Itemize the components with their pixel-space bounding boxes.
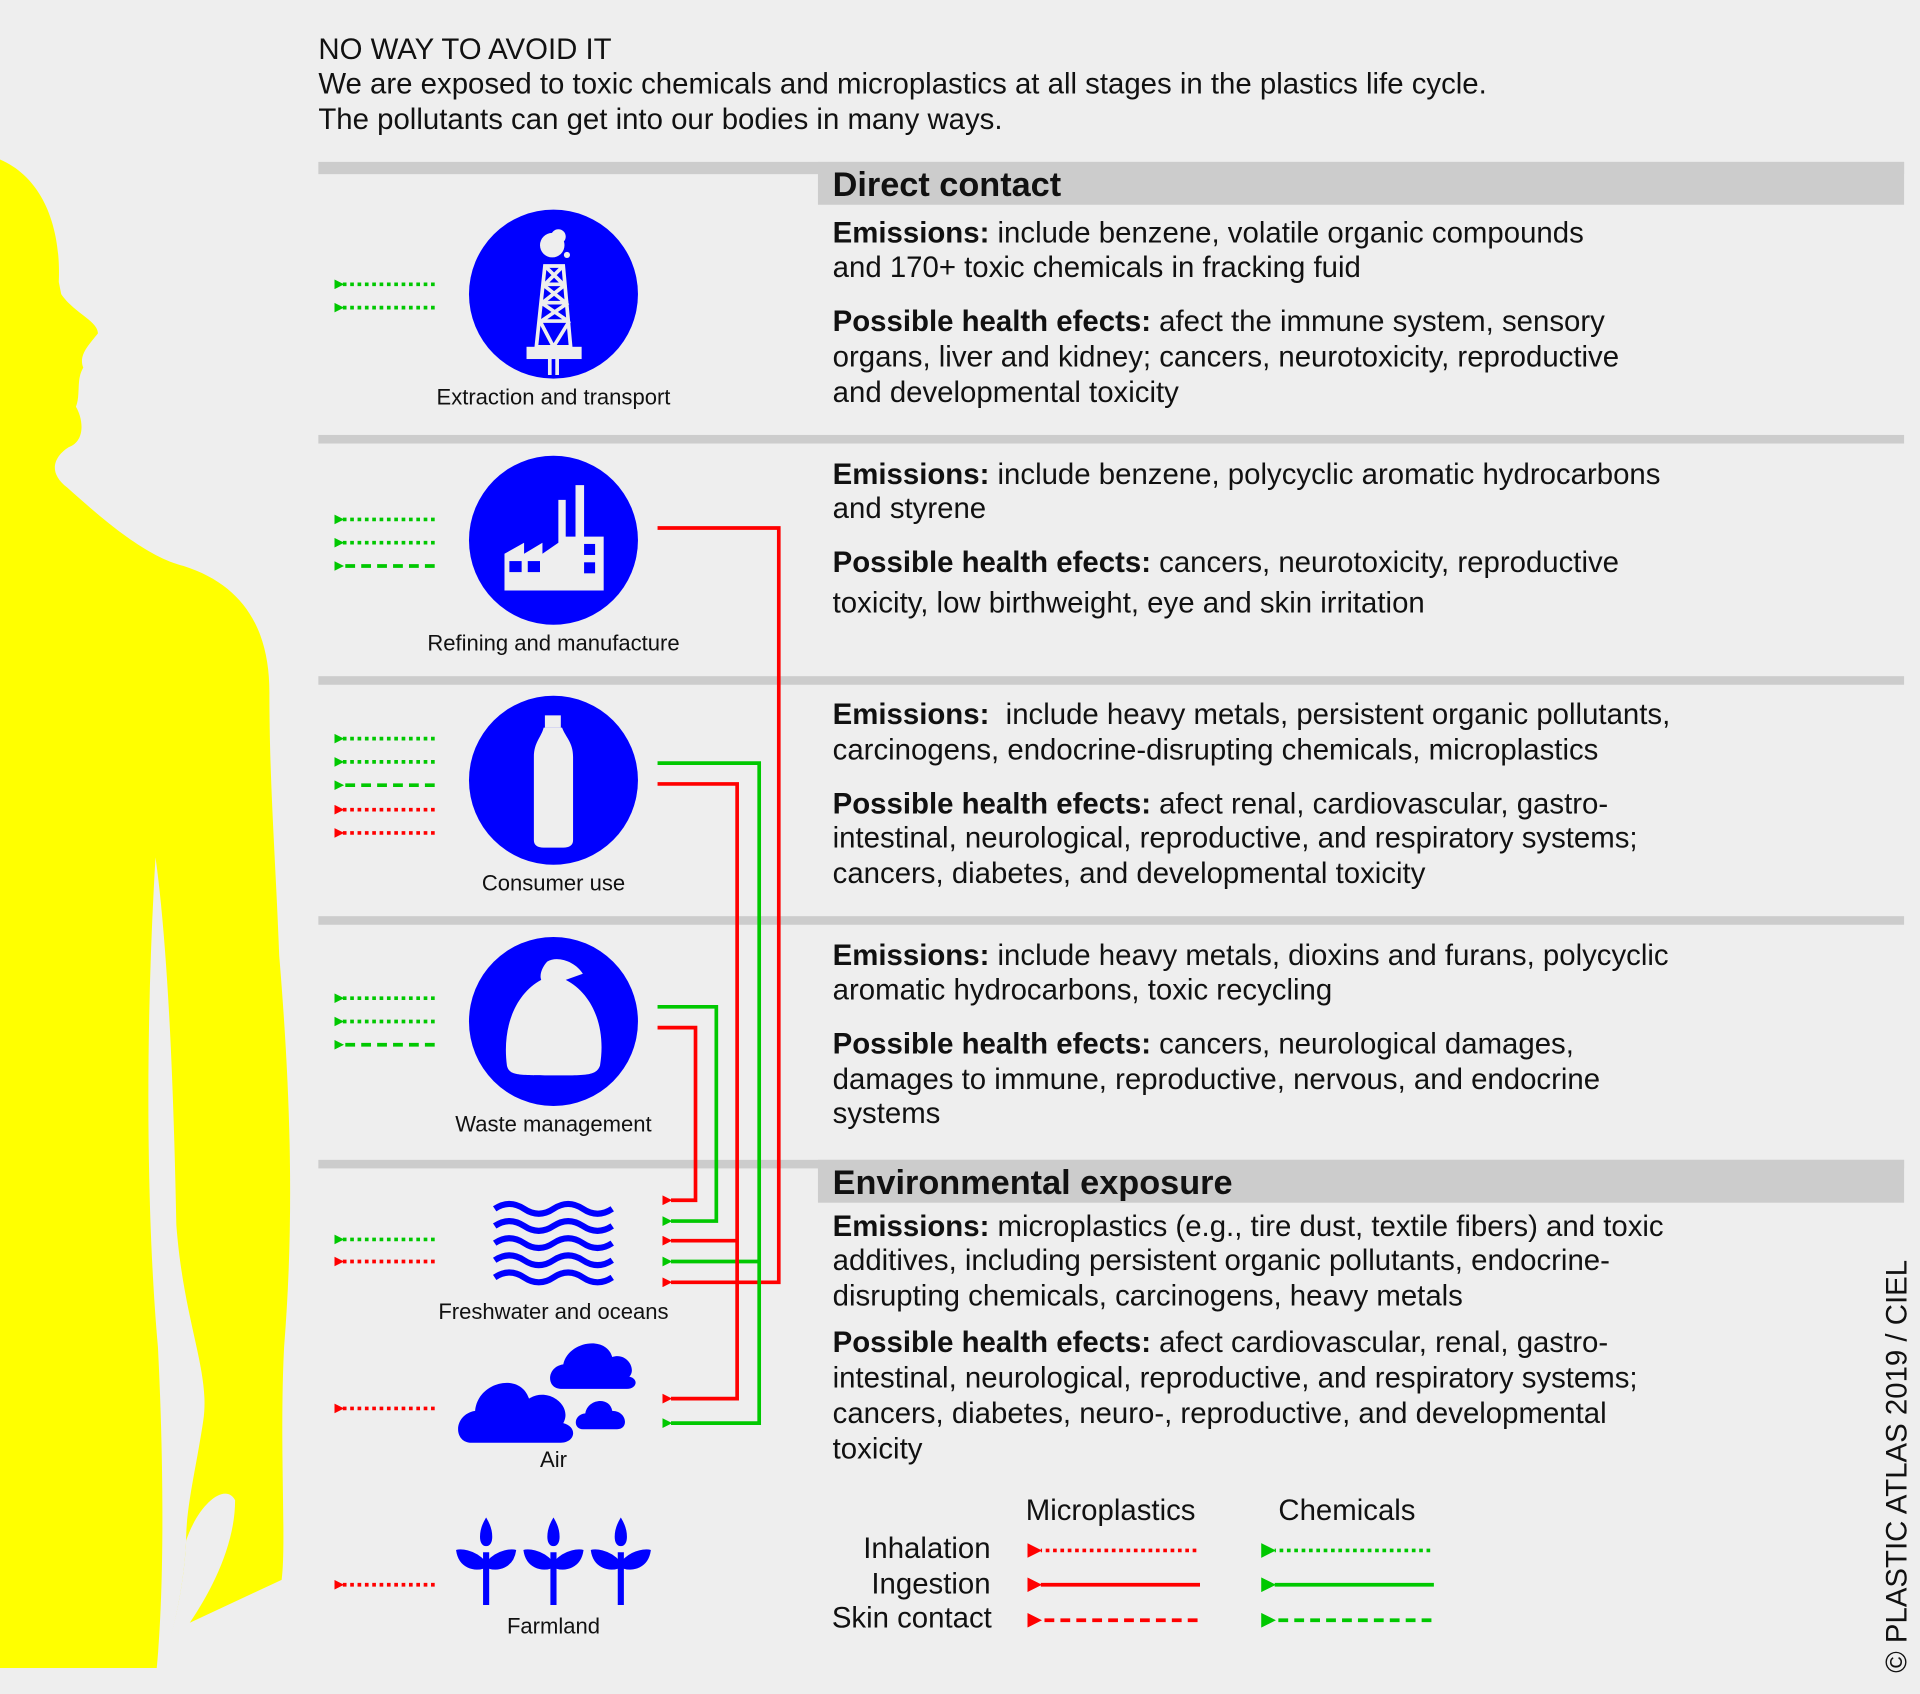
text-line: microplastics (e.g., tire dust, textile fibers) and toxic (989, 1209, 1664, 1243)
section-heading-direct: Direct contact (832, 166, 1062, 205)
text-line: cancers, diabetes, neuro-, reproductive, and developmental (832, 1397, 1607, 1431)
legend-col-chemicals: Chemicals (1278, 1493, 1416, 1527)
stage-label: Refining and manufacture (427, 630, 680, 656)
emissions-label: Emissions: (832, 457, 990, 491)
text-line: systems (832, 1097, 941, 1131)
stage-label: Extraction and transport (436, 384, 671, 410)
stage-label: Freshwater and oceans (438, 1299, 669, 1325)
divider (318, 435, 1904, 444)
svg-text:Possible health efects: afect (833, 305, 1606, 338)
text-line: include heavy metals, dioxins and furans, polycyclic (989, 939, 1669, 973)
text-line: and 170+ toxic chemicals in fracking fuid (832, 251, 1361, 284)
svg-text:Possible health efects: afect (833, 1326, 1609, 1359)
health-label: Possible health efects: (832, 1326, 1151, 1360)
text-line: disrupting chemicals, carcinogens, heavy metals (832, 1279, 1463, 1313)
text-line: afect cardiovascular, renal, gastro- (1150, 1326, 1609, 1360)
svg-text:Possible health efects: cancer (833, 546, 1619, 579)
title: NO WAY TO AVOID IT (318, 33, 612, 67)
text-line: cancers, diabetes, and developmental toxicity (832, 857, 1426, 891)
text-line: and developmental toxicity (832, 375, 1179, 409)
svg-text:Possible health efects: cancer (833, 1027, 1574, 1060)
subtitle-line-1: We are exposed to toxic chemicals and microplastics at all stages in the plastics life cycle. (318, 67, 1487, 101)
svg-text:Emissions: include heavy meta (833, 698, 1671, 731)
health-label: Possible health efects: (832, 1027, 1151, 1061)
oil-derrick-icon (469, 210, 638, 379)
text-line: include benzene, polycyclic aromatic hydrocarbons (989, 457, 1661, 491)
text-line: and styrene (832, 492, 987, 526)
stage-label: Waste management (455, 1111, 652, 1137)
plants-icon (457, 1519, 650, 1605)
text-line: afect the immune system, sensory (1150, 304, 1605, 338)
text-line: intestinal, neurological, reproductive, and respiratory systems; (832, 1361, 1638, 1395)
text-line: organs, liver and kidney; cancers, neurotoxicity, reproductive (832, 340, 1620, 374)
legend-row-ingestion: Ingestion (871, 1567, 991, 1601)
factory-icon (469, 456, 638, 625)
text-line: include benzene, volatile organic compounds (989, 216, 1584, 250)
emissions-label: Emissions: (832, 216, 990, 250)
copyright-credit: © PLASTIC ATLAS 2019 / CIEL (1880, 1259, 1914, 1673)
stage-label: Farmland (506, 1613, 601, 1639)
text-line: toxicity, low birthweight, eye and skin irritation (832, 586, 1425, 620)
text-line: cancers, neurotoxicity, reproductive (1150, 546, 1620, 580)
text-line: afect renal, cardiovascular, gastro- (1150, 787, 1609, 821)
legend-row-inhalation: Inhalation (863, 1531, 991, 1565)
svg-text:Possible health efects: afect (833, 787, 1609, 820)
health-label: Possible health efects: (832, 546, 1151, 580)
section-heading-environmental: Environmental exposure (832, 1164, 1233, 1203)
bottle-icon (469, 696, 638, 865)
legend-row-skin-contact: Skin contact (831, 1601, 992, 1635)
emissions-label: Emissions: (832, 939, 990, 973)
text-line: cancers, neurological damages, (1150, 1027, 1574, 1061)
subtitle-line-2: The pollutants can get into our bodies in many ways. (318, 102, 1003, 136)
text-line: aromatic hydrocarbons, toxic recycling (832, 973, 1333, 1007)
environmental-description (833, 1210, 1664, 1466)
divider (318, 676, 1904, 685)
svg-text:Emissions: include heavy metal (833, 939, 1669, 972)
text-line: additives, including persistent organic pollutants, endocrine- (832, 1244, 1610, 1278)
stage-label: Consumer use (481, 870, 626, 896)
text-line: damages to immune, reproductive, nervous, and endocrine (832, 1062, 1601, 1096)
health-label: Possible health efects: (832, 787, 1151, 821)
text-line: carcinogens, endocrine-disrupting chemicals, microplastics (832, 733, 1599, 767)
stage-label: Air (540, 1447, 567, 1473)
legend-col-microplastics: Microplastics (1025, 1493, 1196, 1527)
text-line: include heavy metals, persistent organic pollutants, (989, 697, 1671, 731)
text-line: toxicity (832, 1432, 923, 1466)
text-line: intestinal, neurological, reproductive, and respiratory systems; (832, 821, 1638, 855)
svg-text:Emissions: microplastics (e.g. (833, 1210, 1664, 1243)
garbage-bag-icon (469, 937, 638, 1106)
divider (318, 916, 1904, 925)
svg-text:Emissions: include benzene, vo (833, 217, 1584, 250)
emissions-label: Emissions: (832, 697, 990, 731)
svg-text:Emissions: include benzene, po (833, 458, 1661, 491)
health-label: Possible health efects: (832, 304, 1151, 338)
emissions-label: Emissions: (832, 1209, 990, 1243)
